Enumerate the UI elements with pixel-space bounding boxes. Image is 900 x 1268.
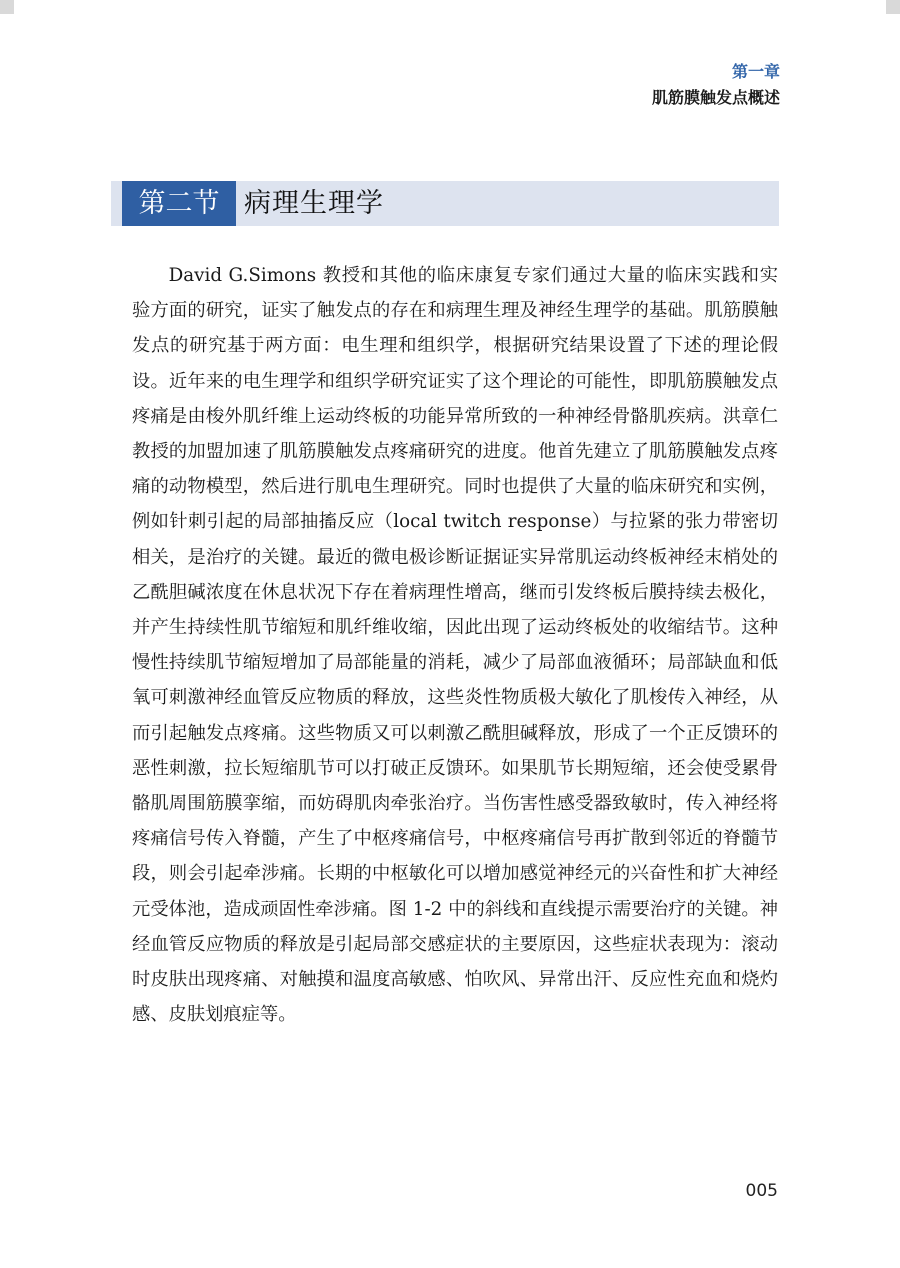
page-number: 005: [745, 1181, 778, 1201]
section-title: 病理生理学: [244, 188, 384, 219]
running-header: [652, 60, 780, 110]
chapter-number: 第一章: [731, 62, 780, 81]
body-paragraph: David G.Simons 教授和其他的临床康复专家们通过大量的临床实践和实验方面的研究，证实了触发点的存在和病理生理及神经生理学的基础。肌筋膜触发点的研究基于两方面：电生理和组织学，根据研究结果设置了下述的理论假设。近年来的电生理学和组织学研究证实了这个理论的可能性，即肌筋膜触发点疼痛是由梭外肌纤维上运动终板的功能异常所致的一种神经骨骼肌疾病。洪章仁教授的加盟加速了肌筋膜触发点疼痛研究的进度。他首先建立了肌筋膜触发点疼痛的动物模型，然后进行肌电生理研究。同时也提供了大量的临床研究和实例，例如针刺引起的局部抽搐反应（local twitch response）与拉紧的张力带密切相关，是治疗的关键。最近的微电极诊断证据证实异常肌运动终板神经末梢处的乙酰胆碱浓度在休息状况下存在着病理性增高，继而引发终板后膜持续去极化，并产生持续性肌节缩短和肌纤维收缩，因此出现了运动终板处的收缩结节。这种慢性持续肌节缩短增加了局部能量的消耗，减少了局部血液循环；局部缺血和低氧可刺激神经血管反应物质的释放，这些炎性物质极大敏化了肌梭传入神经，从而引起触发点疼痛。这些物质又可以刺激乙酰胆碱释放，形成了一个正反馈环的恶性刺激，拉长短缩肌节可以打破正反馈环。如果肌节长期短缩，还会使受累骨骼肌周围筋膜挛缩，而妨碍肌肉牵张治疗。当伤害性感受器致敏时，传入神经将疼痛信号传入脊髓，产生了中枢疼痛信号，中枢疼痛信号再扩散到邻近的脊髓节段，则会引起牵涉痛。长期的中枢敏化可以增加感觉神经元的兴奋性和扩大神经元受体池，造成顽固性牵涉痛。图 1-2 中的斜线和直线提示需要治疗的关键。神经血管反应物质的释放是引起局部交感症状的主要原因，这些症状表现为：滚动时皮肤出现疼痛、对触摸和温度高敏感、怕吹风、异常出汗、反应性充血和烧灼感、皮肤划痕症等。: [132, 265, 778, 1026]
chapter-title: 肌筋膜触发点概述: [651, 88, 780, 107]
crop-mark-top-right: [886, 0, 900, 14]
section-number: 第二节: [122, 181, 236, 226]
section-heading-banner: [111, 181, 779, 226]
crop-mark-top-left: [0, 0, 14, 14]
